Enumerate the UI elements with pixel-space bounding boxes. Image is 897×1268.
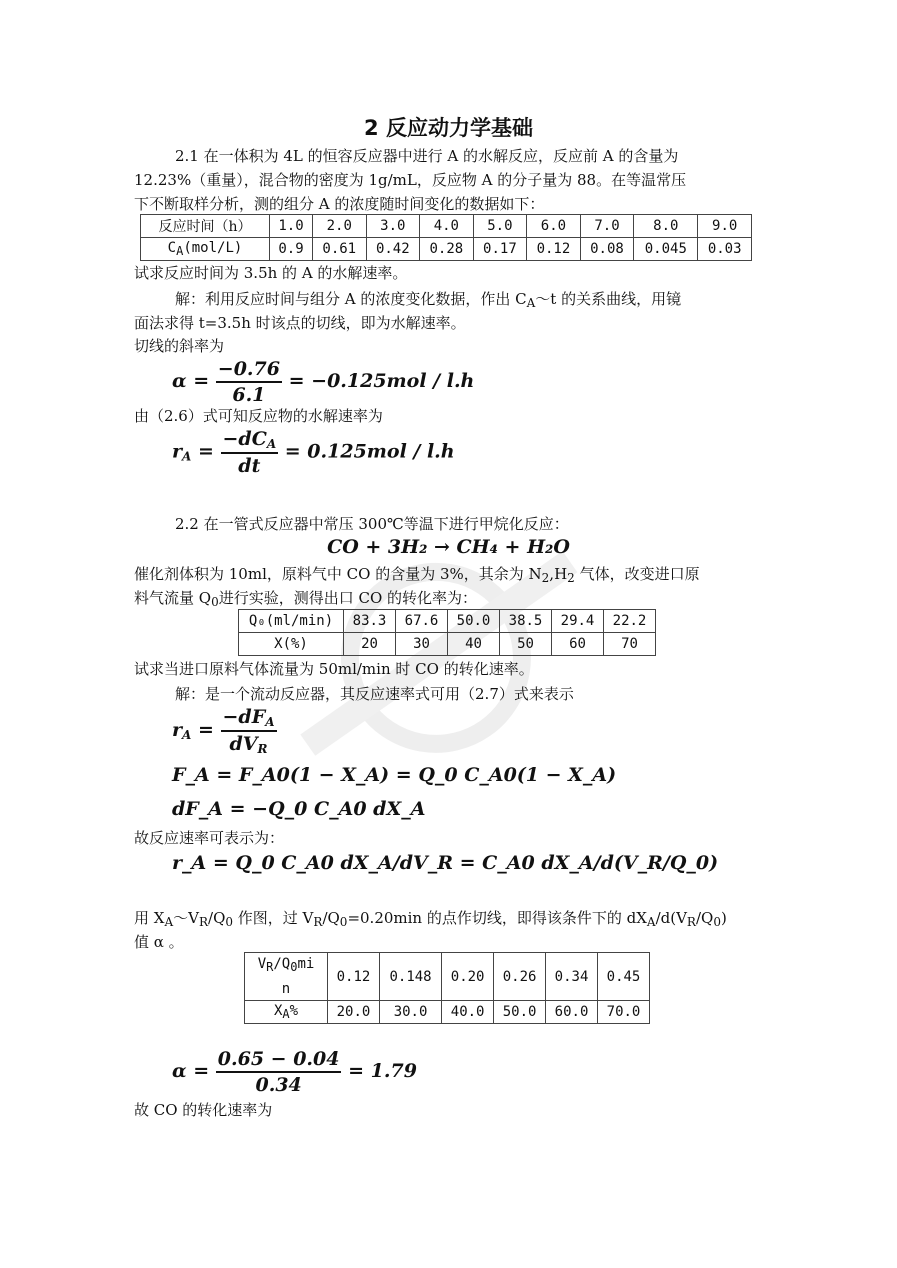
table-header: 反应时间（h）	[141, 215, 270, 238]
table-cell: 3.0	[366, 215, 420, 238]
table-cell: 0.148	[379, 953, 441, 1001]
p21-line1: 2.1 在一体积为 4L 的恒容反应器中进行 A 的水解反应，反应前 A 的含量为	[175, 147, 679, 165]
p21-solution4: 由（2.6）式可知反应物的水解速率为	[134, 407, 383, 425]
equation-rate-expression: r_A = Q_0 C_A0 dX_A/dV_R = C_A0 dX_A/d(V_R/Q_0)	[172, 852, 719, 874]
p21-question: 试求反应时间为 3.5h 的 A 的水解速率。	[134, 264, 408, 282]
table-header: $C_A(mol/L)$	[141, 238, 270, 261]
table-cell: 70.0	[598, 1001, 650, 1024]
equation-slope: α = $\frac{-0.76}{6.1}$ = −0.125mol / l.h	[172, 358, 475, 406]
table-cell: 30	[396, 633, 448, 656]
table-cell: 0.08	[580, 238, 634, 261]
table-cell: 0.42	[366, 238, 420, 261]
table-cell: 30.0	[379, 1001, 441, 1024]
table-cell: 67.6	[396, 610, 448, 633]
p22-solution5: 故 CO 的转化速率为	[134, 1101, 273, 1119]
table-row	[245, 953, 650, 1001]
table-cell: 0.17	[473, 238, 527, 261]
table-cell: 70	[604, 633, 656, 656]
table-cell: 2.0	[312, 215, 366, 238]
equation-hydrolysis-rate: $r_A$ = $\frac{-dC_A}{dt}$ = 0.125mol / l.h	[172, 428, 455, 477]
table-row	[239, 610, 656, 633]
equation-rate-definition: $r_A$ = $\frac{-dF_A}{dV_R}$	[172, 706, 275, 756]
table-header: $V_R/Q_0mi$ n	[245, 953, 328, 1001]
table-cell: 0.20	[442, 953, 494, 1001]
table-cell: 0.12	[527, 238, 581, 261]
p21-solution2: 面法求得 t=3.5h 时该点的切线，即为水解速率。	[134, 314, 466, 332]
p22-line2: 催化剂体积为 10ml，原料气中 CO 的含量为 3%，其余为 $N_2,H_2$ 气体，改变进口原	[134, 565, 700, 585]
p22-solution3: 用 $X_A\sim V_R/Q_0$ 作图，过 $V_R/Q_0=0.20\min$ 的点作切线，即得该条件下的 $dX_A/d(V_R/Q_0)$	[134, 909, 727, 929]
equation-differential-flow: dF_A = −Q_0 C_A0 dX_A	[172, 798, 426, 820]
table-cell: 0.9	[270, 238, 313, 261]
p21-solution1: 解：利用反应时间与组分 A 的浓度变化数据，作出 $C_A\sim t$ 的关系曲线，用镜	[175, 290, 682, 310]
p21-line2: 12.23%（重量），混合物的密度为 1g/mL，反应物 A 的分子量为 88。在等温常压	[134, 171, 687, 189]
p22-question: 试求当进口原料气体流量为 50ml/min 时 CO 的转化速率。	[134, 660, 534, 678]
table-row	[141, 215, 752, 238]
conversion-table	[238, 609, 656, 656]
equation-alpha: α = $\frac{0.65 - 0.04}{0.34}$ = 1.79	[172, 1048, 417, 1096]
table-cell: 29.4	[552, 610, 604, 633]
table-cell: 50	[500, 633, 552, 656]
table-cell: 0.03	[698, 238, 752, 261]
table-cell: 0.26	[494, 953, 546, 1001]
p21-solution3: 切线的斜率为	[134, 337, 225, 355]
p21-line3: 下不断取样分析，测的组分 A 的浓度随时间变化的数据如下：	[134, 195, 545, 213]
table-cell: 50.0	[448, 610, 500, 633]
table-cell: 1.0	[270, 215, 313, 238]
table-cell: 0.045	[634, 238, 698, 261]
table-cell: 20	[344, 633, 396, 656]
reaction-equation: CO + 3H₂ → CH₄ + H₂O	[327, 536, 570, 558]
concentration-table	[140, 214, 752, 261]
table-header: Q₀(ml/min)	[239, 610, 344, 633]
p22-line1: 2.2 在一管式反应器中常压 300℃等温下进行甲烷化反应：	[175, 515, 569, 533]
table-header: $X_A\%$	[245, 1001, 328, 1024]
table-cell: 60.0	[546, 1001, 598, 1024]
table-cell: 22.2	[604, 610, 656, 633]
table-cell: 38.5	[500, 610, 552, 633]
table-row	[245, 1001, 650, 1024]
table-cell: 83.3	[344, 610, 396, 633]
equation-molar-flow: F_A = F_A0(1 − X_A) = Q_0 C_A0(1 − X_A)	[172, 764, 617, 786]
table-cell: 40.0	[442, 1001, 494, 1024]
table-header: X(%)	[239, 633, 344, 656]
p22-solution4: 值 α 。	[134, 933, 184, 951]
table-cell: 0.12	[328, 953, 380, 1001]
table-cell: 5.0	[473, 215, 527, 238]
table-cell: 6.0	[527, 215, 581, 238]
table-cell: 9.0	[698, 215, 752, 238]
table-cell: 0.45	[598, 953, 650, 1001]
table-cell: 0.28	[420, 238, 474, 261]
residence-time-table	[244, 952, 650, 1024]
table-row	[141, 238, 752, 261]
table-cell: 20.0	[328, 1001, 380, 1024]
p22-solution2: 故反应速率可表示为：	[134, 829, 285, 847]
p22-line3: 料气流量 $Q_0$进行实验，测得出口 CO 的转化率为：	[134, 589, 478, 609]
table-cell: 8.0	[634, 215, 698, 238]
page-title: 2 反应动力学基础	[364, 116, 533, 140]
table-cell: 40	[448, 633, 500, 656]
table-cell: 0.34	[546, 953, 598, 1001]
table-cell: 7.0	[580, 215, 634, 238]
table-row	[239, 633, 656, 656]
table-cell: 4.0	[420, 215, 474, 238]
table-cell: 60	[552, 633, 604, 656]
p22-solution1: 解：是一个流动反应器，其反应速率式可用（2.7）式来表示	[175, 685, 574, 703]
table-cell: 0.61	[312, 238, 366, 261]
table-cell: 50.0	[494, 1001, 546, 1024]
